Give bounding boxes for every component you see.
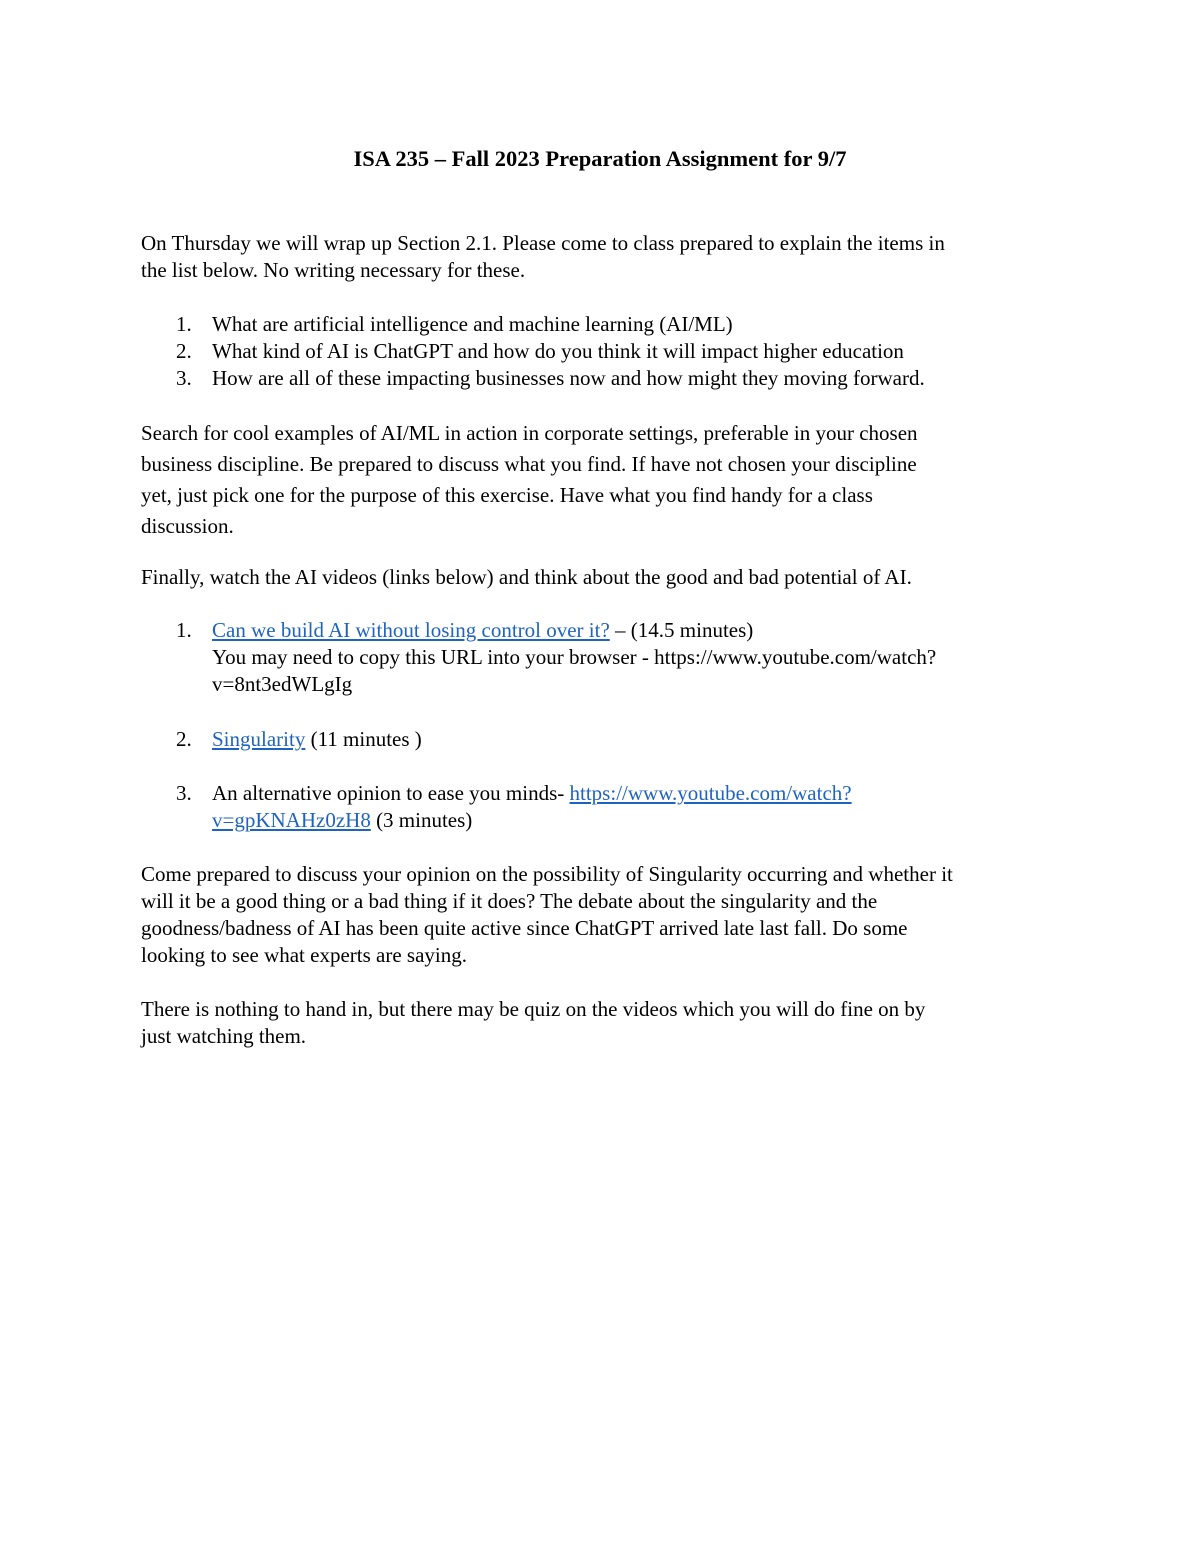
search-line: discussion.	[141, 514, 234, 538]
video-note-line: v=8nt3edWLgIg	[212, 672, 353, 696]
list-item	[176, 726, 1056, 753]
list-number: 1.	[176, 618, 192, 642]
opinion-paragraph	[141, 861, 1061, 969]
video-note-line: You may need to copy this URL into your browser - https://www.youtube.com/watch?	[212, 645, 937, 669]
intro-paragraph	[141, 230, 1061, 284]
list-number: 3.	[176, 781, 192, 805]
finally-line: Finally, watch the AI videos (links below) and think about the good and bad potential of AI.	[141, 565, 912, 589]
search-line: yet, just pick one for the purpose of this exercise. Have what you find handy for a class	[141, 483, 873, 507]
closing-line: just watching them.	[141, 1024, 307, 1048]
question-text: How are all of these impacting businesses now and how might they moving forward.	[212, 366, 925, 390]
video-duration: – (14.5 minutes)	[609, 618, 754, 642]
intro-line: On Thursday we will wrap up Section 2.1. Please come to class prepared to explain the items in	[141, 231, 945, 255]
video-link-alternative-url-cont[interactable]: v=gpKNAHz0zH8	[212, 808, 371, 832]
video-link-singularity[interactable]: Singularity	[212, 727, 306, 751]
list-number: 1.	[176, 312, 192, 336]
video-link-control-ai[interactable]: Can we build AI without losing control over it?	[212, 618, 610, 642]
list-item	[176, 338, 1056, 365]
search-line: business discipline. Be prepared to discuss what you find. If have not chosen your discipline	[141, 452, 917, 476]
closing-paragraph	[141, 996, 1061, 1050]
video-list	[176, 780, 1056, 834]
video-list	[176, 617, 1056, 698]
list-item	[176, 780, 1056, 834]
opinion-line: looking to see what experts are saying.	[141, 943, 467, 967]
document-title: ISA 235 – Fall 2023 Preparation Assignment for 9/7	[353, 146, 847, 171]
list-item	[176, 365, 1056, 392]
opinion-line: Come prepared to discuss your opinion on the possibility of Singularity occurring and whether it	[141, 862, 953, 886]
video-duration: (3 minutes)	[370, 808, 473, 832]
search-line: Search for cool examples of AI/ML in action in corporate settings, preferable in your chosen	[141, 421, 918, 445]
question-list	[176, 311, 1056, 392]
list-number: 2.	[176, 339, 192, 363]
video-description: An alternative opinion to ease you minds-	[212, 781, 570, 805]
video-duration: (11 minutes )	[305, 727, 422, 751]
opinion-line: goodness/badness of AI has been quite active since ChatGPT arrived late last fall. Do some	[141, 916, 908, 940]
question-text: What are artificial intelligence and machine learning (AI/ML)	[212, 312, 733, 336]
intro-line: the list below. No writing necessary for these.	[141, 258, 526, 282]
list-item	[176, 617, 1056, 698]
list-number: 2.	[176, 727, 192, 751]
closing-line: There is nothing to hand in, but there may be quiz on the videos which you will do fine on by	[141, 997, 926, 1021]
question-text: What kind of AI is ChatGPT and how do you think it will impact higher education	[212, 339, 904, 363]
search-paragraph	[141, 418, 1061, 542]
video-link-alternative-url[interactable]: https://www.youtube.com/watch?	[569, 781, 852, 805]
finally-paragraph	[141, 564, 1061, 591]
opinion-line: will it be a good thing or a bad thing if it does? The debate about the singularity and the	[141, 889, 878, 913]
list-item	[176, 311, 1056, 338]
video-list	[176, 726, 1056, 753]
list-number: 3.	[176, 366, 192, 390]
